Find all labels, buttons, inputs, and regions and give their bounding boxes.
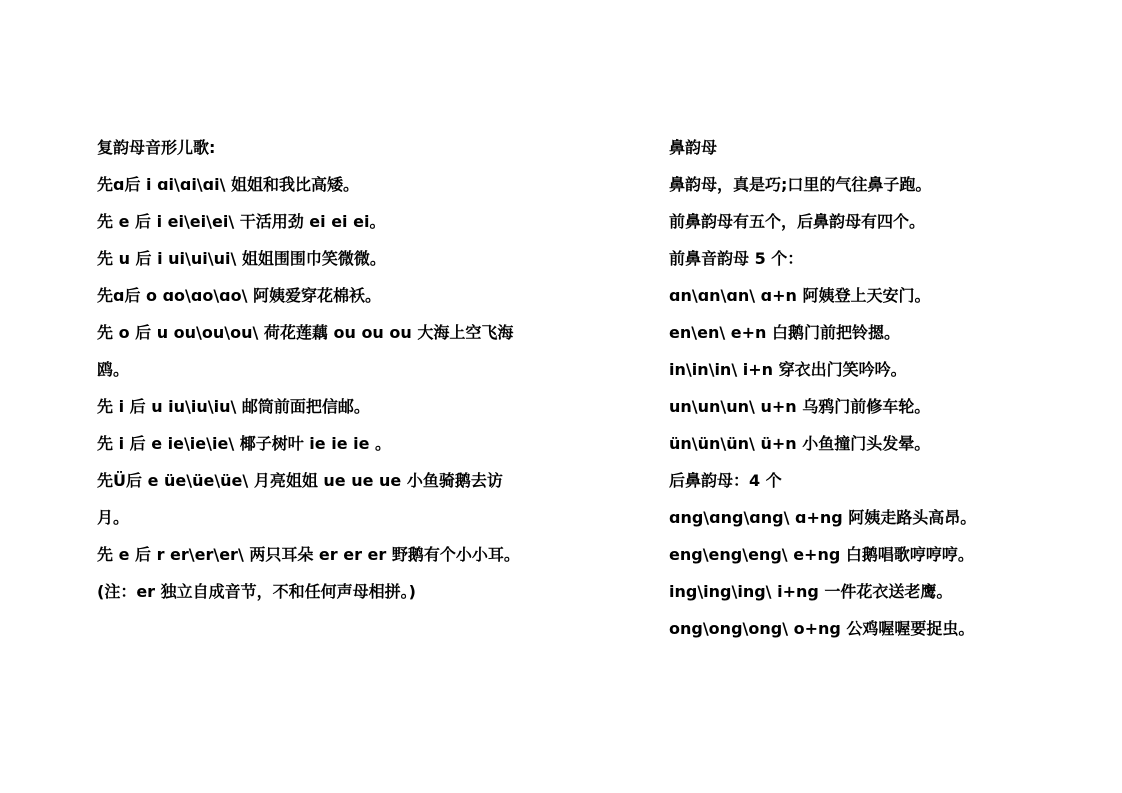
text-line: ɑn\ɑn\ɑn\ ɑ+n 阿姨登上天安门。 <box>669 286 931 305</box>
text-line: 鼻韵母，真是巧;口里的气往鼻子跑。 <box>669 175 932 194</box>
back-nasal-subheading: 后鼻韵母：4 个 <box>669 471 782 490</box>
nasal-finals-heading: 鼻韵母 <box>669 138 718 157</box>
note-line: (注：er 独立自成音节，不和任何声母相拼。) <box>97 582 416 601</box>
text-line: un\un\un\ u+n 乌鸦门前修车轮。 <box>669 397 931 416</box>
text-line: 前鼻韵母有五个，后鼻韵母有四个。 <box>669 212 926 231</box>
text-line: 先Ü后 e üe\üe\üe\ 月亮姐姐 ue ue ue 小鱼骑鹅去访 <box>97 471 503 490</box>
text-line: ong\ong\ong\ o+ng 公鸡喔喔要捉虫。 <box>669 619 975 638</box>
text-line: ün\ün\ün\ ü+n 小鱼撞门头发晕。 <box>669 434 931 453</box>
compound-finals-rhymes-column <box>97 129 557 610</box>
text-line: 先 e 后 i ei\ei\ei\ 干活用劲 ei ei ei。 <box>97 212 386 231</box>
text-line: 先 i 后 u iu\iu\iu\ 邮筒前面把信邮。 <box>97 397 370 416</box>
text-line: 先 i 后 e ie\ie\ie\ 椰子树叶 ie ie ie 。 <box>97 434 392 453</box>
text-line: ing\ing\ing\ i+ng 一件花衣送老鹰。 <box>669 582 953 601</box>
text-line: 先 e 后 r er\er\er\ 两只耳朵 er er er 野鹅有个小小耳。 <box>97 545 520 564</box>
text-line: in\in\in\ i+n 穿衣出门笑吟吟。 <box>669 360 907 379</box>
text-line: 先ɑ后 i ɑi\ɑi\ɑi\ 姐姐和我比高矮。 <box>97 175 359 194</box>
text-line: 先ɑ后 o ɑo\ɑo\ɑo\ 阿姨爱穿花棉袄。 <box>97 286 382 305</box>
text-line: ɑng\ɑng\ɑng\ ɑ+ng 阿姨走路头高昂。 <box>669 508 977 527</box>
compound-finals-heading: 复韵母音形儿歌: <box>97 138 216 157</box>
text-line: eng\eng\eng\ e+ng 白鹅唱歌哼哼哼。 <box>669 545 974 564</box>
text-line: en\en\ e+n 白鹅门前把铃摁。 <box>669 323 900 342</box>
front-nasal-subheading: 前鼻音韵母 5 个： <box>669 249 804 268</box>
text-line: 月。 <box>97 508 130 527</box>
text-line: 先 u 后 i ui\ui\ui\ 姐姐围围巾笑微微。 <box>97 249 386 268</box>
text-line: 鸥。 <box>97 360 130 379</box>
text-line: 先 o 后 u ou\ou\ou\ 荷花莲藕 ou ou ou 大海上空飞海 <box>97 323 514 342</box>
nasal-finals-rhymes-column <box>669 129 1089 647</box>
